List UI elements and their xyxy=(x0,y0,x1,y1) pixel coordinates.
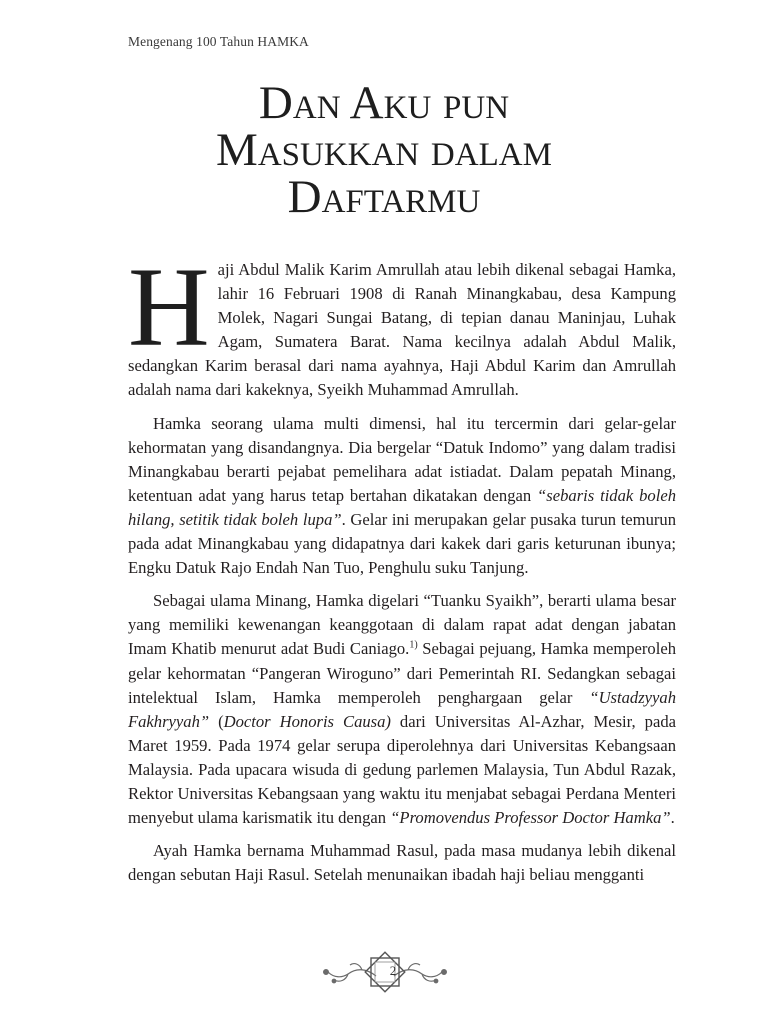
running-head: Mengenang 100 Tahun HAMKA xyxy=(128,34,309,49)
paragraph-2-text-b: . Gelar ini merupakan gelar pusaka turun temurun pada adat Minangkabau yang didapatnya dari kakek dari garis keturunan ibunya; Engku Datuk Rajo Endah Nan Tuo, Penghulu suku Tanjung. xyxy=(128,509,676,578)
paragraph-3-text-b: Sebagai pejuang, Hamka memperoleh gelar kehormatan “Pangeran Wiroguno” dari Pemerintah RI. Sedangkan sebagai intelektual Islam, Hamka memperoleh penghargaan gelar xyxy=(128,639,676,707)
chapter-title xyxy=(0,77,768,223)
paragraph-3-italic-3: “Promovendus Professor Doctor Hamka” xyxy=(390,808,671,828)
chapter-title-line-2: Masukkan dalam xyxy=(216,124,552,176)
paragraph-3-italic-1: “Ustadzyyah Fakhryyah” xyxy=(128,687,676,731)
paragraph-3-text-c: ( xyxy=(209,711,224,731)
body-text xyxy=(128,245,676,896)
paragraph-2-text-a: Hamka seorang ulama multi dimensi, hal itu tercermin dari gelar-gelar kehormatan yang disandangnya. Dia bergelar “Datuk Indomo” yang dalam tradisi Minangkabau berarti pejabat pemelihara adat istiadat. Dalam pepatah Minang, ketentuan adat yang harus tetap bertahan dikatakan dengan xyxy=(128,413,676,505)
paragraph-2 xyxy=(128,412,676,581)
paragraph-1-text: aji Abdul Malik Karim Amrullah atau lebih dikenal sebagai Hamka, lahir 16 Februari 1908 di Ranah Minangkabau, desa Kampung Molek, Nagari Sungai Batang, di tepian danau Maninjau, Luhak Agam, Sumatera Barat. Nama kecilnya adalah Abdul Malik, sedangkan Karim berasal dari nama ayahnya, Haji Abdul Karim dan Amrullah adalah nama dari kakeknya, Syeikh Muhammad Amrullah. xyxy=(128,260,676,400)
paragraph-4 xyxy=(128,839,676,887)
paragraph-3-text-d: dari Universitas Al-Azhar, Mesir, pada Maret 1959. Pada 1974 gelar serupa diperolehnya dari Universitas Kebangsaan Malaysia. Pada upacara wisuda di gedung parlemen Malaysia, Tun Abdul Razak, Rektor Universitas Kebangsaan yang waktu itu menjabat sebagai Perdana Menteri menyebut ulama karismatik itu dengan xyxy=(128,711,676,828)
page-number: 2 xyxy=(389,963,397,978)
chapter-title-line-1: Dan Aku pun xyxy=(258,77,510,129)
paragraph-3-italic-2: Doctor Honoris Causa) xyxy=(223,711,391,731)
drop-cap: H xyxy=(128,245,210,370)
paragraph-1 xyxy=(128,245,676,403)
paragraph-4-text: Ayah Hamka bernama Muhammad Rasul, pada masa mudanya lebih dikenal dengan sebutan Haji Rasul. Setelah menunaikan ibadah haji beliau mengganti xyxy=(128,841,676,885)
footnote-marker: 1) xyxy=(409,639,418,651)
paragraph-2-italic-proverb: “sebaris tidak boleh hilang, setitik tidak boleh lupa” xyxy=(128,485,676,529)
paragraph-3-text-e: . xyxy=(670,808,675,828)
chapter-title-line-3: Daftarmu xyxy=(287,171,481,223)
paragraph-3-text-a: Sebagai ulama Minang, Hamka digelari “Tuanku Syaikh”, berarti ulama besar yang memiliki kewenangan keanggotaan di dalam rapat adat dengan jabatan Imam Khatib menurut adat Budi Caniago. xyxy=(128,591,676,659)
paragraph-3 xyxy=(128,589,676,830)
